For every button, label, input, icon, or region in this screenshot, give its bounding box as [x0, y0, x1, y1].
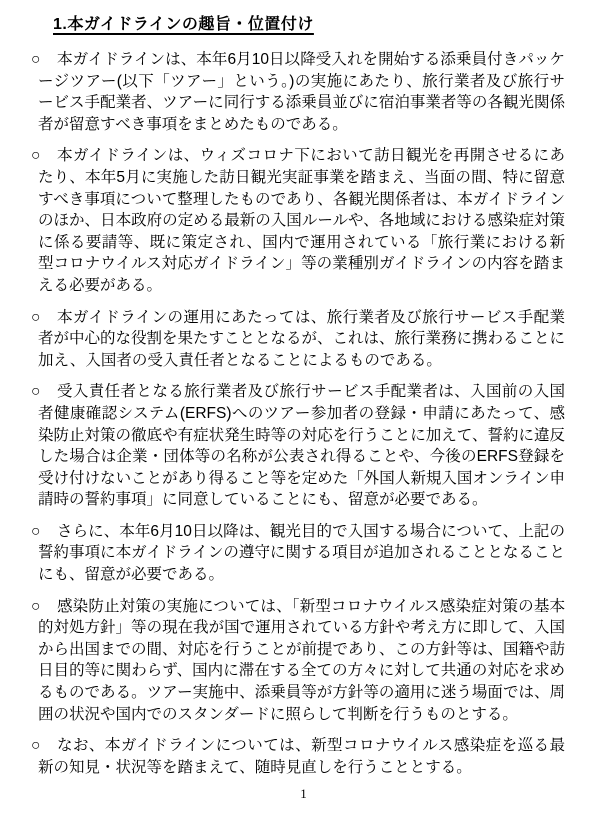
- bullet-circle-marker: ○: [31, 147, 41, 165]
- bullet-circle-marker: ○: [31, 308, 41, 326]
- paragraph-3: [31, 307, 566, 372]
- paragraph-text: 本ガイドラインの運用にあたっては、旅行業者及び旅行サービス手配業者が中心的な役割を果たすこととなるが、これは、旅行業務に携わることに加え、入国者の受入責任者となることによるものである。: [38, 308, 566, 369]
- paragraph-7: [31, 735, 565, 778]
- bullet-circle-marker: ○: [31, 737, 41, 755]
- bullet-circle-marker: ○: [31, 383, 41, 401]
- bullet-circle-marker: ○: [31, 51, 41, 68]
- paragraph-1: [31, 49, 565, 135]
- section-heading: 1.本ガイドラインの趣旨・位置付け: [53, 16, 314, 33]
- paragraph-text: さらに、本年6月10日以降は、観光目的で入国する場合について、上記の誓約事項に本ガイドラインの遵守に関する項目が追加されることとなることにも、留意が必要である。: [38, 522, 565, 584]
- page-number: 1: [300, 786, 307, 801]
- paragraph-text: 感染防止対策の実施については、「新型コロナウイルス感染症対策の基本的対処方針」等の現在我が国で運用されている方針や考え方に即して、入国から出国までの間、対応を行うことが前提であり、この方針等は、国籍や訪日目的等に関わらず、国内に滞在する全ての方々に対して共通の対応を求めるものである。ツアー実施中、添乗員等が方針等の適用に迷う場面では、周囲の状況や国内でのスタンダードに照らして判断を行うものとする。: [38, 597, 566, 723]
- paragraph-text: 本ガイドラインは、本年6月10日以降受入れを開始する添乗員付きパッケージツアー(以下「ツアー」という。)の実施にあたり、旅行業者及び旅行サービス手配業者、ツアーに同行する添乗員並びに宿泊事業者等の各観光関係者が留意すべき事項をまとめたものである。: [38, 51, 565, 133]
- paragraph-5: [31, 521, 565, 586]
- paragraph-text: 本ガイドラインは、ウィズコロナ下において訪日観光を再開させるにあたり、本年5月に実施した訪日観光実証事業を踏まえ、当面の間、特に留意すべき事項について整理したものであり、各観光関係者は、本ガイドラインのほか、日本政府の定める最新の入国ルールや、各地域における感染症対策に係る要請等、既に策定され、国内で運用されている「旅行業における新型コロナウイルス対応ガイドライン」等の業種別ガイドラインの内容を踏まえる必要がある。: [38, 147, 565, 294]
- paragraph-6: [31, 596, 566, 726]
- paragraph-text: 受入責任者となる旅行業者及び旅行サービス手配業者は、入国前の入国者健康確認システム(ERFS)へのツアー参加者の登録・申請にあたって、感染防止対策の徹底や有症状発生時等の対応を行うことに加えて、誓約に違反した場合は企業・団体等の名称が公表され得ることや、今後のERFS登録を受け付けないことがあり得ること等を定めた「外国人新規入国オンライン申請時の誓約事項」に同意していることにも、留意が必要である。: [38, 383, 565, 509]
- paragraph-4: [31, 381, 565, 511]
- bullet-circle-marker: ○: [31, 522, 41, 540]
- bullet-circle-marker: ○: [31, 597, 41, 615]
- paragraph-2: [31, 145, 565, 296]
- paragraph-text: なお、本ガイドラインについては、新型コロナウイルス感染症を巡る最新の知見・状況等を踏まえて、随時見直しを行うこととする。: [38, 737, 565, 776]
